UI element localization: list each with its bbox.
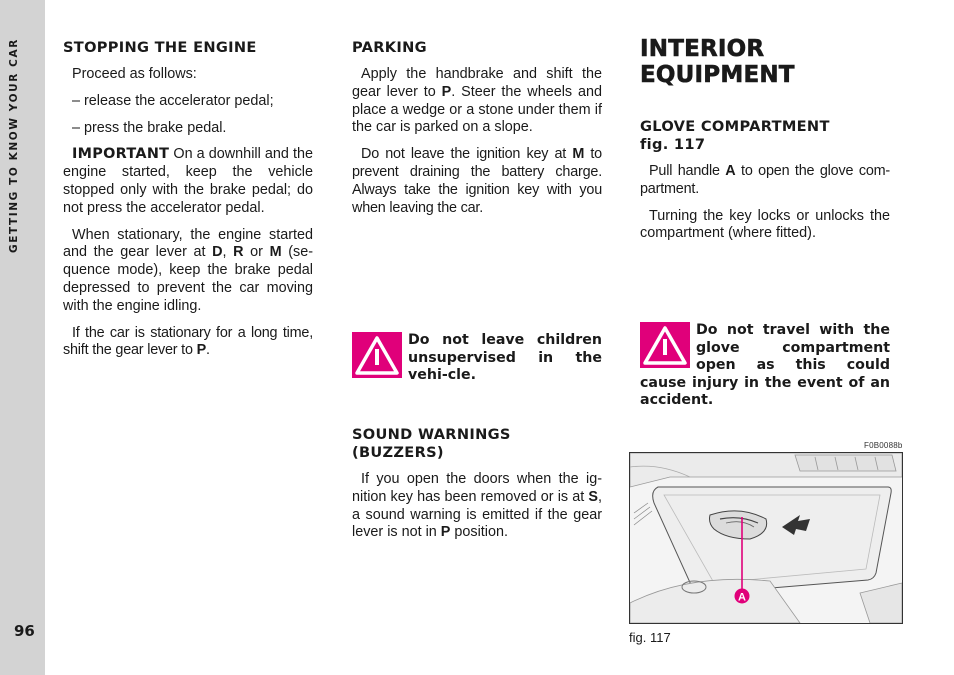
heading-parking: PARKING [352,39,427,56]
paragraph-important: IMPORTANT On a downhill and the engine started, keep the vehicle stopped only with the brake pedal; do not press the accelerator pedal. [63,146,313,216]
page-number: 96 [14,622,35,640]
heading-stopping-engine: STOPPING THE ENGINE [63,39,257,56]
paragraph: Turning the key locks or unlocks the compartment (where fitted). [640,207,890,242]
column-2-lower [352,426,602,551]
paragraph: – release the accelerator pedal; [72,92,274,109]
heading-sound-warnings: SOUND WARNINGS (BUZZERS) [352,426,511,461]
figure-glove-compartment [629,452,903,624]
figure-caption: fig. 117 [629,630,671,645]
glove-compartment-illustration [630,453,902,623]
section-title: GETTING TO KNOW YOUR CAR [8,38,20,253]
sidebar [0,0,45,675]
fig-ref: fig. 117 [640,136,706,153]
paragraph: Apply the handbrake and shift the gear lever to P. Steer the wheels and place a wedge or a stone under them if the car is parked on a slope. [352,66,602,136]
paragraph: Do not leave the ignition key at M to prevent draining the battery charge. Always take the ignition key with you when leaving the car. [352,146,602,216]
warning-box-glove: Do not travel with the glove compartment open as this could cause injury in the event of an accident. [640,322,890,408]
paragraph: If you open the doors when the ig-nition key has been removed or is at S, a sound warning is emitted if the gear lever is not in P position. [352,471,602,541]
warning-triangle-icon [640,322,690,368]
column-1 [63,39,313,369]
paragraph: – press the brake pedal. [72,119,227,136]
paragraph: Pull handle A to open the glove com-partment. [640,163,890,197]
column-2 [352,39,602,226]
paragraph: When stationary, the engine started and the gear lever at D, R or M (se-quence mode), keep the brake pedal depressed to prevent the car moving with the engine idling. [63,226,313,314]
column-3 [640,36,890,252]
heading-glove-compartment: GLOVE COMPARTMENT fig. 117 [640,118,890,154]
warning-box-children: Do not leave children unsupervised in the vehi-cle. [352,332,602,385]
section-title-interior-equipment: INTERIOR EQUIPMENT [640,36,795,88]
important-keyword: IMPORTANT [72,146,170,163]
figure-code: F0B0088b [864,441,903,450]
paragraph: If the car is stationary for a long time, shift the gear lever to P. [63,324,313,359]
warning-triangle-icon [352,332,402,378]
paragraph: Proceed as follows: [72,66,197,82]
callout-label-a: A [738,591,746,604]
